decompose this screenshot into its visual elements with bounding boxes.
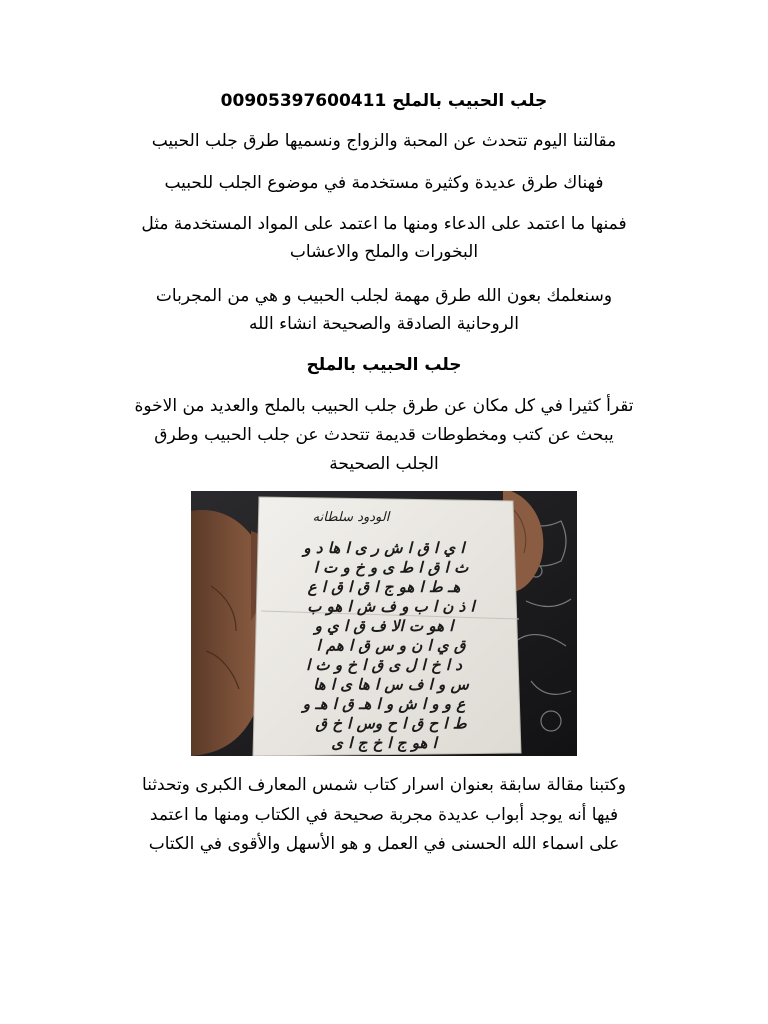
intro-paragraph-3-line-2: البخورات والملح والاعشاب bbox=[289, 242, 479, 262]
paper-row-text: س و ا ف س ا ها ى ا ها bbox=[313, 675, 469, 694]
intro-paragraph-4-line-1: وسنعلمك بعون الله طرق مهمة لجلب الحبيب و هي من المجربات bbox=[155, 286, 613, 306]
paper-row-text: ق ي ا ن و س ق ا هم ا bbox=[316, 636, 466, 655]
section-paragraph-line-1: تقرأ كثيرا في كل مكان عن طرق جلب الحبيب بالملح والعديد من الاخوة bbox=[134, 396, 634, 416]
paper-row-text: ا ذ ن ا ب و ف ش ا هو ب bbox=[307, 597, 475, 616]
intro-paragraph-3-line-1: فمنها ما اعتمد على الدعاء ومنها ما اعتمد على المواد المستخدمة مثل bbox=[141, 214, 627, 234]
closing-paragraph-line-3: على اسماء الله الحسنى في العمل و هو الأسهل والأقوى في الكتاب bbox=[148, 834, 620, 854]
paper-row-text: ا ي ا ق ا ش ر ى ا ها د و bbox=[303, 539, 465, 557]
section-paragraph-line-3: الجلب الصحيحة bbox=[329, 454, 439, 474]
intro-paragraph-2-line-1: فهناك طرق عديدة وكثيرة مستخدمة في موضوع الجلب للحبيب bbox=[164, 173, 604, 193]
paper-row-text: هـ ط ا هو ج ا ق ا ق ا ع bbox=[307, 578, 461, 596]
intro-paragraph-1-line-1: مقالتنا اليوم تتحدث عن المحبة والزواج ونسميها طرق جلب الحبيب bbox=[151, 131, 617, 151]
talisman-photo bbox=[191, 491, 577, 756]
document-title: جلب الحبيب بالملح 00905397600411 bbox=[220, 91, 548, 111]
paper-row-text: ط ا ح ق ا ح وس ا خ ق bbox=[315, 714, 467, 733]
paper-row-text: ا هو ت الا ف ق ا ي و bbox=[314, 617, 454, 635]
paper-row-text: ع و و ا ش و ا هـ ق ا هـ و bbox=[302, 695, 466, 713]
paper-row-text: ث ا ق ا ط ى و خ و ت ا bbox=[313, 558, 469, 577]
section-heading: جلب الحبيب بالملح bbox=[306, 355, 462, 375]
paper-row-text: د ا خ ا ل ى ق ا خ و ث ا bbox=[306, 656, 462, 674]
closing-paragraph-line-1: وكتبنا مقالة سابقة بعنوان اسرار كتاب شمس المعارف الكبرى وتحدثنا bbox=[142, 775, 626, 795]
paper-row-text: ا هو ج ا خ ج ا ى bbox=[331, 734, 437, 752]
intro-paragraph-4-line-2: الروحانية الصادقة والصحيحة انشاء الله bbox=[249, 314, 519, 334]
paper-header-text: الودود سلطانه bbox=[312, 510, 390, 525]
section-paragraph-line-2: يبحث عن كتب ومخطوطات قديمة تتحدث عن جلب الحبيب وطرق bbox=[154, 425, 614, 445]
closing-paragraph-line-2: فيها أنه يوجد أبواب عديدة مجربة صحيحة في الكتاب ومنها ما اعتمد bbox=[149, 805, 619, 825]
